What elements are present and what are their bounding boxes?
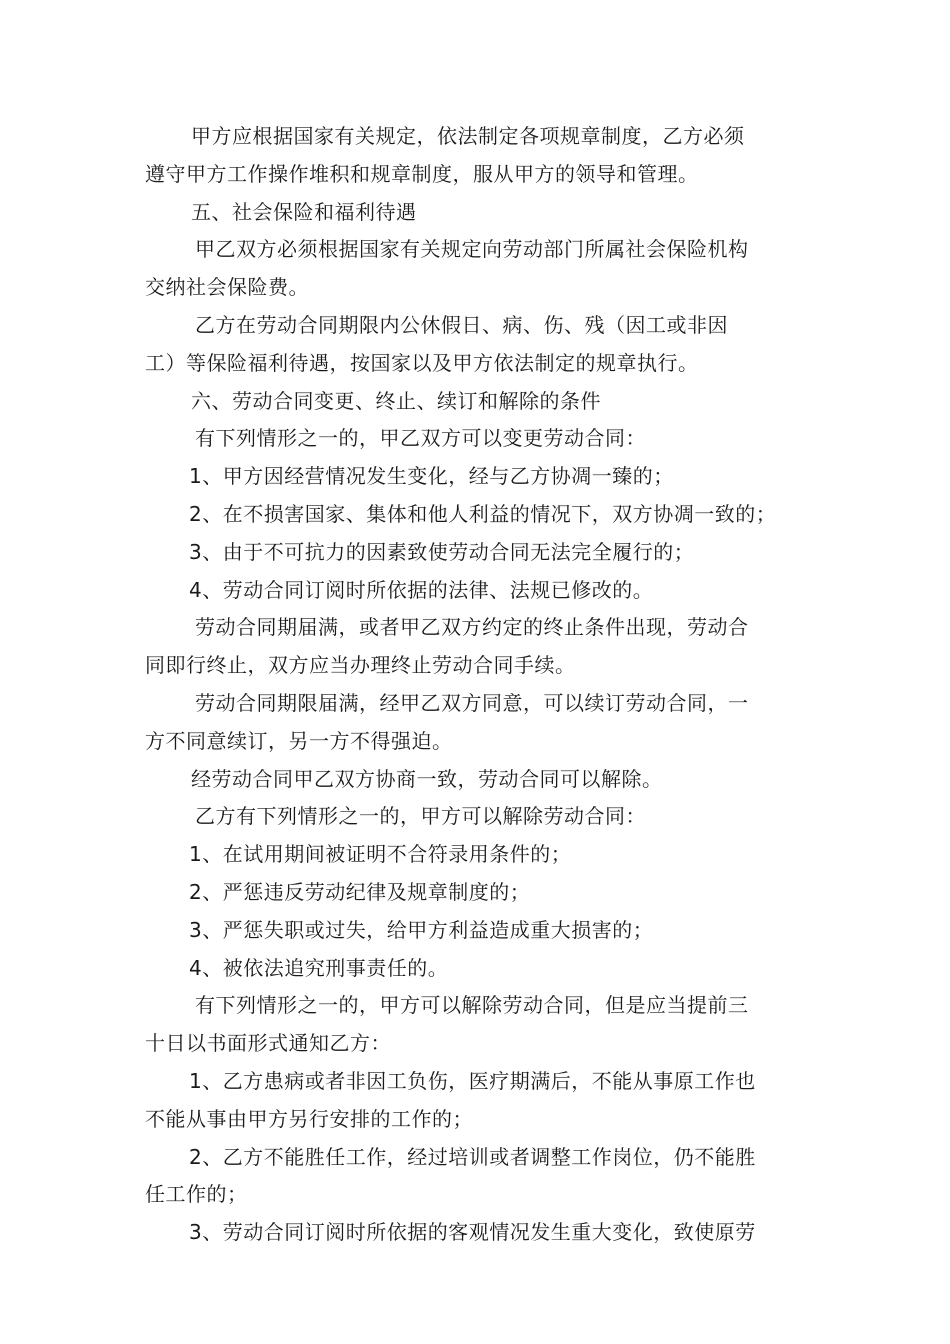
paragraph-line: 乙方在劳动合同期限内公休假日、病、伤、残（因工或非因 (195, 312, 728, 337)
paragraph-line: 有下列情形之一的，甲方可以解除劳动合同，但是应当提前三 (195, 993, 749, 1018)
list-item: 1、在试用期间被证明不合符录用条件的； (189, 842, 572, 867)
paragraph-line: 工）等保险福利待遇，按国家以及甲方依法制定的规章执行。 (145, 350, 699, 375)
paragraph-line: 经劳动合同甲乙双方协商一致，劳动合同可以解除。 (191, 766, 663, 791)
paragraph-line: 甲乙双方必须根据国家有关规定向劳动部门所属社会保险机构 (195, 237, 749, 262)
paragraph-line: 劳动合同期届满，或者甲乙双方约定的终止条件出现，劳动合 (195, 615, 749, 640)
document-body (145, 118, 815, 1252)
paragraph-line: 乙方有下列情形之一的，甲方可以解除劳动合同： (195, 804, 646, 829)
paragraph-line: 不能从事由甲方另行安排的工作的； (145, 1106, 473, 1131)
paragraph-line: 交纳社会保险费。 (145, 275, 309, 300)
paragraph-line: 甲方应根据国家有关规定，依法制定各项规章制度，乙方必须 (191, 124, 745, 148)
list-item: 3、严惩失职或过失，给甲方利益造成重大损害的； (189, 917, 654, 942)
list-item: 1、甲方因经营情况发生变化，经与乙方协凋一臻的； (189, 464, 674, 489)
paragraph-line: 方不同意续订，另一方不得强迫。 (145, 728, 453, 753)
list-item: 4、被依法追究刑事责任的。 (189, 955, 449, 980)
list-item: 3、劳动合同订阅时所依据的客观情况发生重大变化，致使原劳 (189, 1220, 756, 1245)
paragraph-line: 遵守甲方工作操作堆积和规章制度，服从甲方的领导和管理。 (145, 161, 699, 186)
paragraph-line: 劳动合同期限届满，经甲乙双方同意，可以续订劳动合同，一 (195, 690, 749, 715)
list-item: 3、由于不可抗力的因素致使劳动合同无法完全履行的； (189, 539, 695, 564)
paragraph-line: 有下列情形之一的，甲乙双方可以变更劳动合同： (195, 426, 646, 451)
list-item: 1、乙方患病或者非因工负伤，医疗期满后，不能从事原工作也 (189, 1068, 756, 1093)
section-heading: 五、社会保险和福利待遇 (191, 199, 417, 224)
paragraph-line: 任工作的； (145, 1182, 248, 1207)
list-item: 2、在不损害国家、集体和他人利益的情况下，双方协凋一致的； (189, 501, 777, 526)
section-heading: 六、劳动合同变更、终止、续订和解除的条件 (191, 388, 601, 413)
list-item: 2、严惩违反劳动纪律及规章制度的； (189, 879, 531, 904)
paragraph-line: 同即行终止，双方应当办理终止劳动合同手续。 (145, 653, 576, 678)
paragraph-line: 十日以书面形式通知乙方： (145, 1031, 391, 1056)
list-item: 2、乙方不能胜任工作，经过培训或者调整工作岗位，仍不能胜 (189, 1144, 756, 1169)
list-item: 4、劳动合同订阅时所依据的法律、法规已修改的。 (189, 577, 654, 602)
